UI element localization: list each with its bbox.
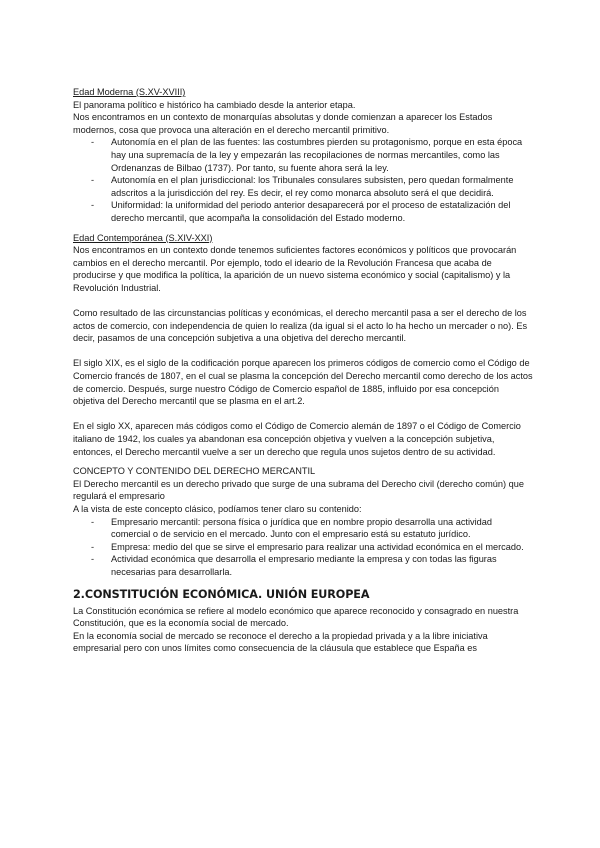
- document-page: [73, 86, 533, 655]
- list-item: - Empresario mercantil: persona física o jurídica que en nombre propio desarrolla una actividad comercial o de servicio en el mercado. Junto con el empresario está su estatuto jurídico.: [73, 516, 533, 541]
- constitucion-paragraph-1: La Constitución económica se refiere al modelo económico que aparece reconocido y consagrado en nuestra Constitución, que es la economía social de mercado.: [73, 605, 519, 629]
- concepto-paragraph-1: El Derecho mercantil es un derecho privado que surge de una subrama del Derecho civil (derecho común) que regulará el empresario: [73, 478, 524, 502]
- spacer: [73, 345, 533, 358]
- list-item: - Uniformidad: la uniformidad del periodo anterior desaparecerá por el proceso de estatalización del derecho mercantil, que acompaña la consolidación del Estado moderno.: [73, 199, 533, 224]
- contemporanea-paragraph-3: El siglo XIX, es el siglo de la codificación porque aparecen los primeros códigos de comercio como el Código de Comercio francés de 1807, en el cual se plasma la concepción del Derecho mercantil como derecho de los actos de comercio. Después, surge nuestro Código de Comercio español de 1885, influido por esa concepción objetiva del Derecho mercantil que se plasma en el art.2.: [73, 358, 533, 407]
- section-title-constitucion: 2.CONSTITUCIÓN ECONÓMICA. UNIÓN EUROPEA: [73, 587, 370, 601]
- contemporanea-paragraph-2: Como resultado de las circunstancias políticas y económicas, el derecho mercantil pasa a ser el derecho de los actos de comercio, con independencia de quien lo realiza (da igual si el acto lo ha hecho un mercader o no). Es decir, pasamos de una concepción subjetiva a una objetiva del derecho mercantil.: [73, 308, 528, 344]
- heading-edad-moderna: Edad Moderna (S.XV-XVIII): [73, 87, 186, 97]
- heading-edad-contemporanea: Edad Contemporánea (S.XIV-XXI): [73, 232, 213, 243]
- concepto-list: [73, 516, 533, 579]
- moderna-list: [73, 136, 533, 224]
- list-item: - Empresa: medio del que se sirve el empresario para realizar una actividad económica en el mercado.: [73, 541, 533, 554]
- constitucion-paragraph-2: En la economía social de mercado se reconoce el derecho a la propiedad privada y a la libre iniciativa empresarial pero con unos límites como consecuencia de la cláusula que establece que España es: [73, 630, 488, 654]
- spacer: [73, 408, 533, 421]
- heading-concepto: CONCEPTO Y CONTENIDO DEL DERECHO MERCANTIL: [73, 466, 316, 477]
- list-item: - Autonomía en el plan jurisdiccional: los Tribunales consulares subsisten, pero quedan formalmente adscritos a la jurisdicción del rey. Es decir, el rey como monarca absoluto será el que decidirá.: [73, 174, 533, 199]
- list-item: - Actividad económica que desarrolla el empresario mediante la empresa y con todas las figuras necesarias para desarrollarla.: [73, 553, 533, 578]
- contemporanea-paragraph-1: Nos encontramos en un contexto donde tenemos suficientes factores económicos y políticos que provocarán cambios en el derecho mercantil. Por ejemplo, todo el ideario de la Revolución Francesa que acaba de producirse y que modifica la política, la aparición de un nuevo sistema económico y social (capitalismo) y la Revolución Industrial.: [73, 245, 517, 293]
- moderna-intro-2: Nos encontramos en un contexto de monarquías absolutas y donde comienzan a aparecer los Estados modernos, cosa que provoca una alteración en el derecho mercantil primitivo.: [73, 112, 493, 135]
- moderna-intro-1: El panorama político e histórico ha cambiado desde la anterior etapa.: [73, 99, 356, 110]
- contemporanea-paragraph-4: En el siglo XX, aparecen más códigos como el Código de Comercio alemán de 1897 o el Código de Comercio italiano de 1942, los cuales ya abandonan esa concepción objetiva y vuelven a la concepción subjetiva, entonces, el Derecho mercantil vuelve a ser un derecho que regula unos sujetos dentro de su actividad.: [73, 421, 521, 457]
- list-item: - Autonomía en el plan de las fuentes: las costumbres pierden su protagonismo, porque en esta época hay una supremacía de la ley y empezarán las recopilaciones de normas mercantiles, como las Ordenanzas de Bilbao (1737). Por tanto, su fuente ahora será la ley.: [73, 136, 533, 174]
- concepto-paragraph-2: A la vista de este concepto clásico, podíamos tener claro su contenido:: [73, 504, 362, 514]
- spacer: [73, 295, 533, 308]
